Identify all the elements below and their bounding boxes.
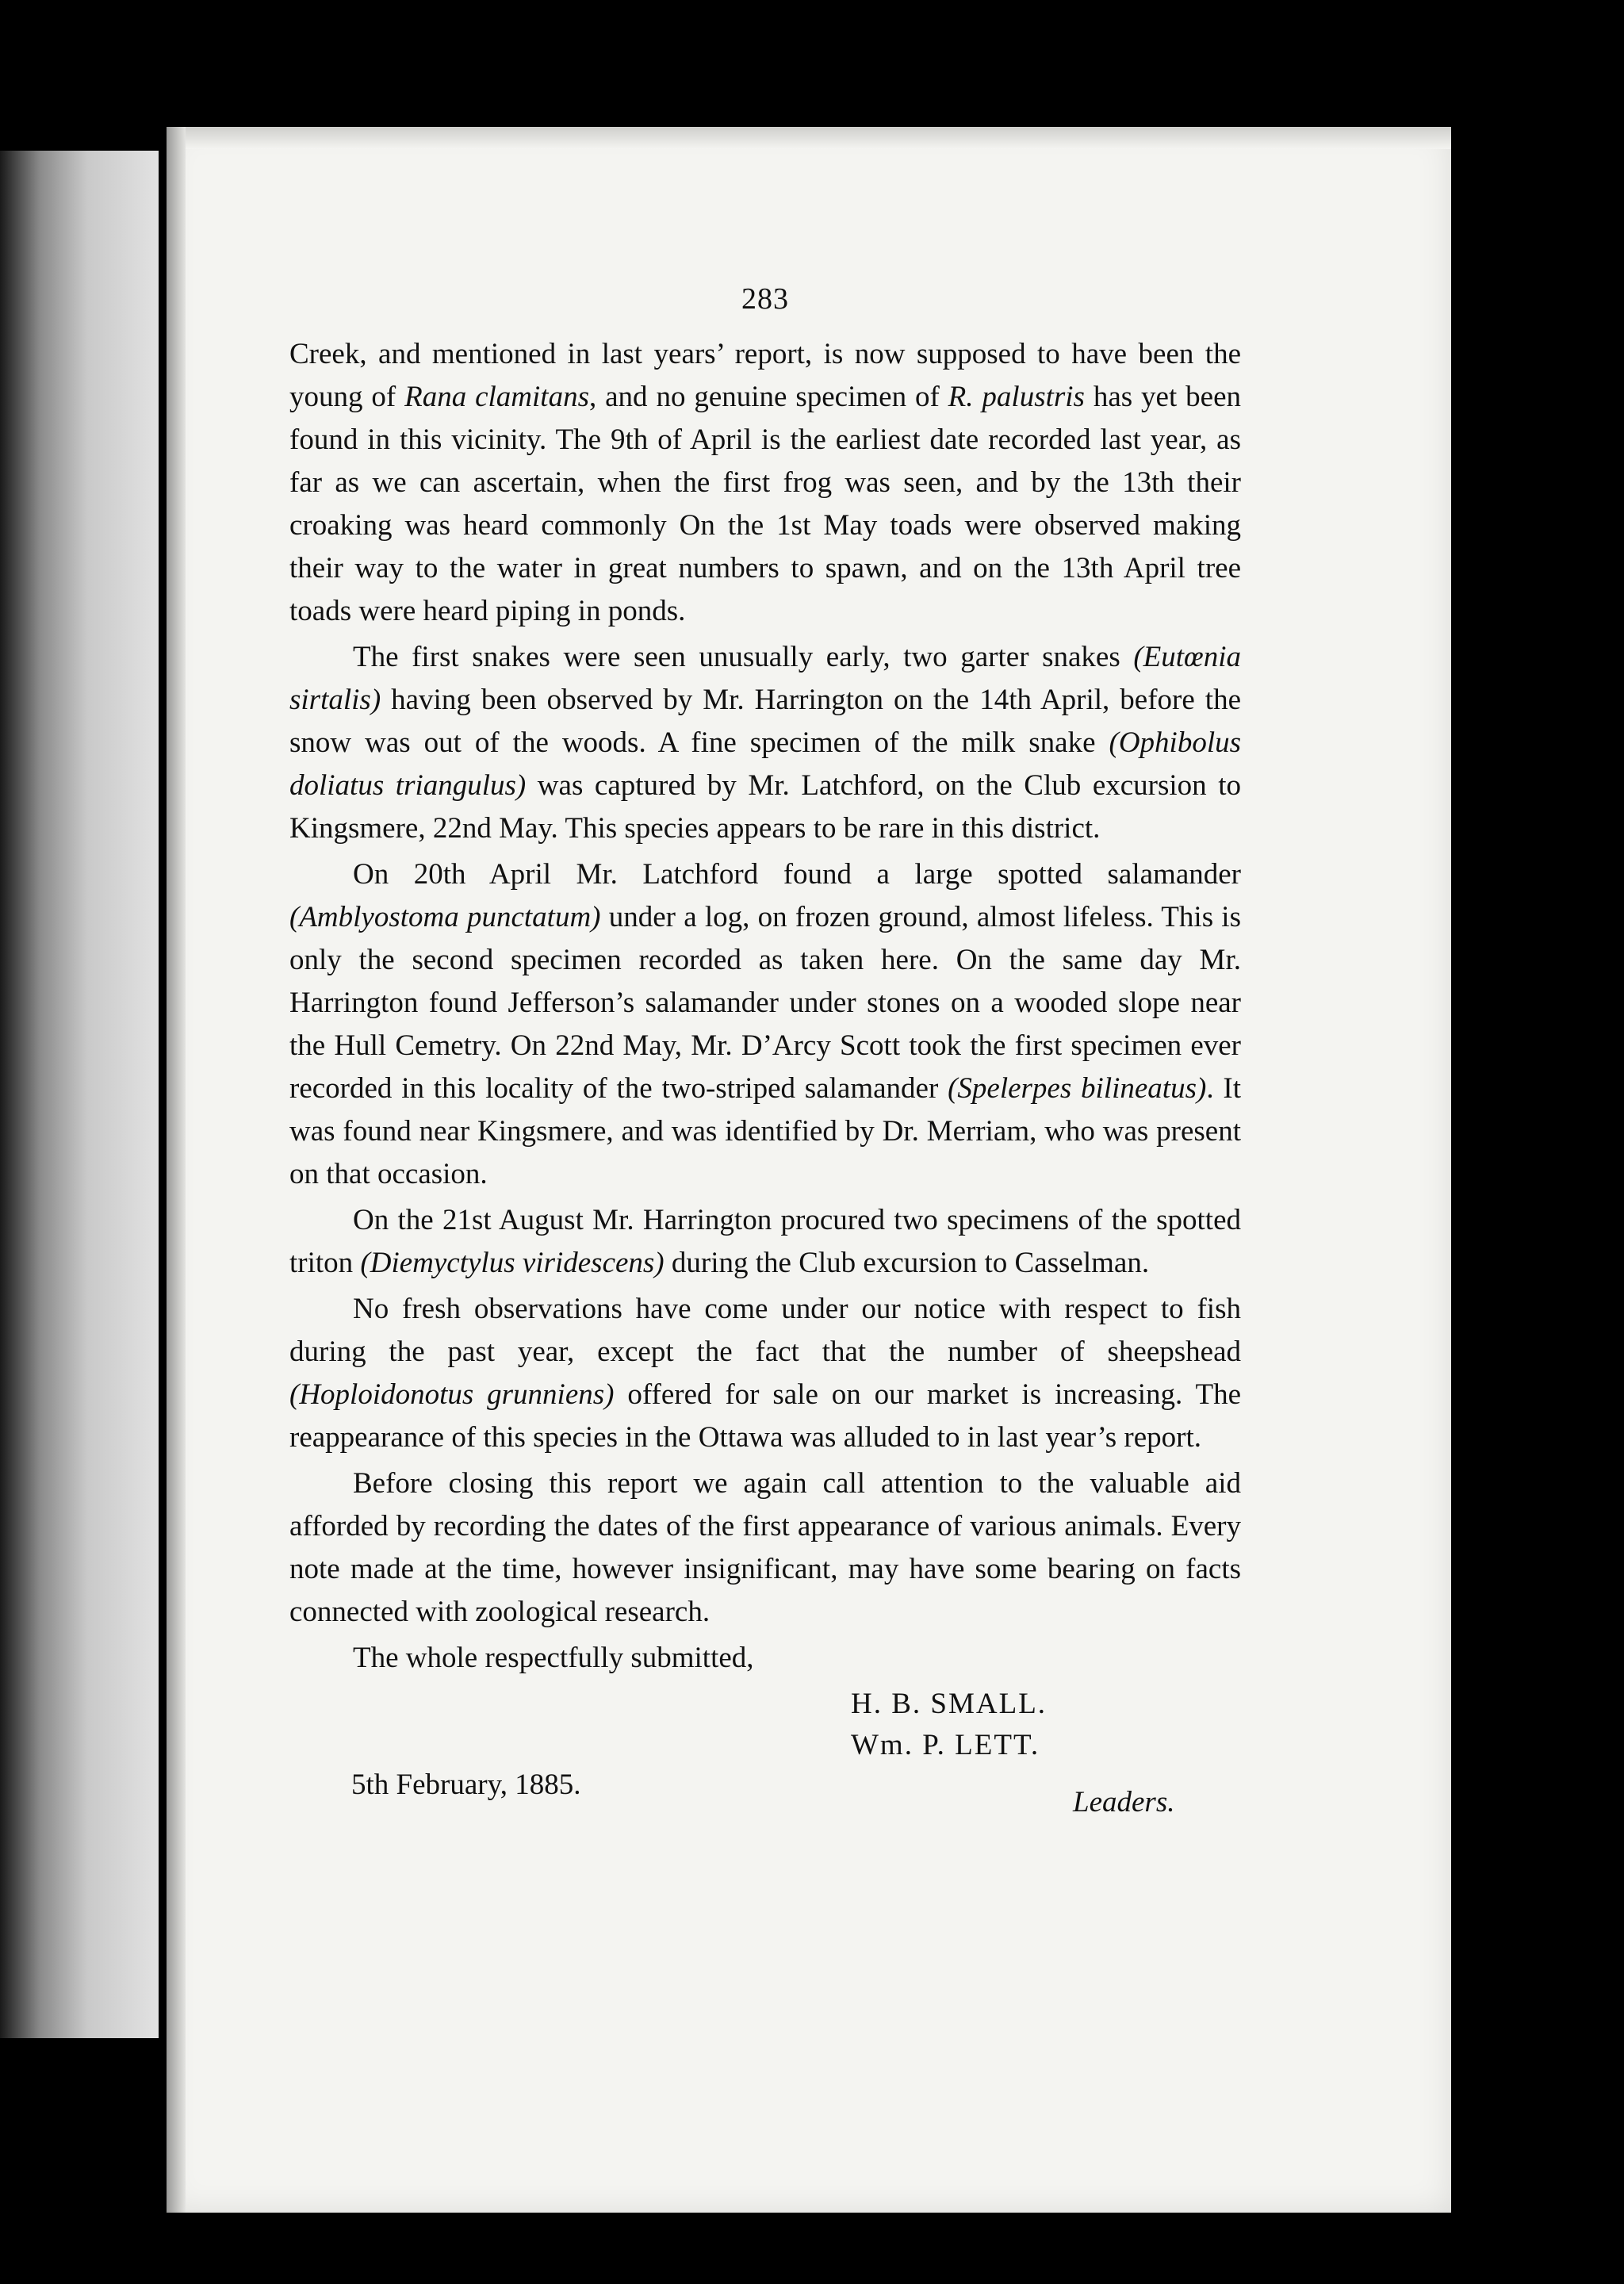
text-run: has yet been found in this vicinity. The 9th of April is the earliest date recorded last year, as far as we can ascertain, when the first frog was seen, and by the 13th their croaking was heard commonly On the 1st May toads were observed making their way to the water in great numbers to spawn, and on the 13th April tree toads were heard piping in ponds. bbox=[289, 381, 1241, 627]
text-run: was captured by Mr. Latchford, on the Club excursion to Kingsmere, 22nd May. This species appears to be rare in this district. bbox=[289, 769, 1241, 845]
text-run: having been observed by Mr. Harrington on the 14th April, before the snow was out of the woods. A fine specimen of the milk snake bbox=[289, 684, 1241, 759]
body-text bbox=[289, 333, 1241, 1680]
text-run: under a log, on frozen ground, almost lifeless. This is only the second specimen recorded as taken here. On the same day Mr. Harrington found Jefferson’s salamander under stones on a wooded slope near the Hull Cemetry. On 22nd May, Mr. D’Arcy Scott took the first specimen ever recorded in this locality of the two-striped salamander bbox=[289, 901, 1241, 1105]
paragraph-5 bbox=[289, 1288, 1241, 1459]
text-run: Before closing this report we again call attention to the valuable aid afforded by recording the dates of the first appearance of various animals. Every note made at the time, however insignificant, may have some bearing on facts connected with zoological research. bbox=[289, 1467, 1241, 1628]
paragraph-1 bbox=[289, 333, 1241, 633]
signatory-1: H. B. SMALL. bbox=[851, 1688, 1048, 1720]
species-name: (Amblyostoma punctatum) bbox=[289, 901, 601, 933]
paragraph-2 bbox=[289, 636, 1241, 850]
text-run: The whole respectfully submitted, bbox=[353, 1642, 754, 1674]
text-run: offered for sale on our market is increasing. The reappearance of this species in the Ottawa was alluded to in last year’s report. bbox=[289, 1378, 1242, 1454]
species-name: (Spelerpes bilineatus) bbox=[948, 1072, 1207, 1105]
report-date: 5th February, 1885. bbox=[351, 1769, 581, 1801]
page-top-edge bbox=[167, 127, 1451, 149]
paragraph-6 bbox=[289, 1462, 1241, 1634]
species-name: (Eutœnia sirtalis) bbox=[289, 641, 1241, 716]
text-run: On the 21st August Mr. Harrington procured two specimens of the spotted triton bbox=[289, 1204, 1241, 1279]
paragraph-4 bbox=[289, 1199, 1241, 1285]
text-run: The first snakes were seen unusually early, two garter snakes bbox=[353, 641, 1134, 673]
species-name: Rana clamitans bbox=[404, 381, 589, 413]
page-fold-shadow bbox=[167, 127, 186, 2213]
closing-block bbox=[289, 1680, 1241, 1838]
text-run: . It was found near Kingsmere, and was identified by Dr. Merriam, who was present on that occasion. bbox=[289, 1072, 1241, 1190]
signatory-2: Wm. P. LETT. bbox=[851, 1729, 1040, 1761]
species-name: (Hoploidonotus grunniens) bbox=[289, 1378, 615, 1411]
text-run: Creek, and mentioned in last years’ report, is now supposed to have been the young of bbox=[289, 338, 1241, 413]
species-name: (Diemyctylus viridescens) bbox=[360, 1247, 665, 1279]
text-run: , and no genuine specimen of bbox=[588, 381, 948, 413]
paragraph-7 bbox=[289, 1637, 1241, 1680]
page-number: 283 bbox=[741, 282, 789, 316]
text-run: during the Club excursion to Casselman. bbox=[664, 1247, 1150, 1279]
page-content bbox=[289, 278, 1241, 1838]
document-page bbox=[167, 127, 1451, 2213]
species-name: (Ophibolus doliatus triangulus) bbox=[289, 726, 1241, 802]
text-run: On 20th April Mr. Latchford found a large spotted salamander bbox=[353, 858, 1241, 891]
paragraph-3 bbox=[289, 853, 1241, 1196]
species-name: R. palustris bbox=[948, 381, 1085, 413]
facing-page-edge bbox=[0, 151, 159, 2038]
signatory-role: Leaders. bbox=[1073, 1786, 1175, 1818]
text-run: No fresh observations have come under our notice with respect to fish during the past year, except the fact that the number of sheepshead bbox=[289, 1293, 1241, 1368]
